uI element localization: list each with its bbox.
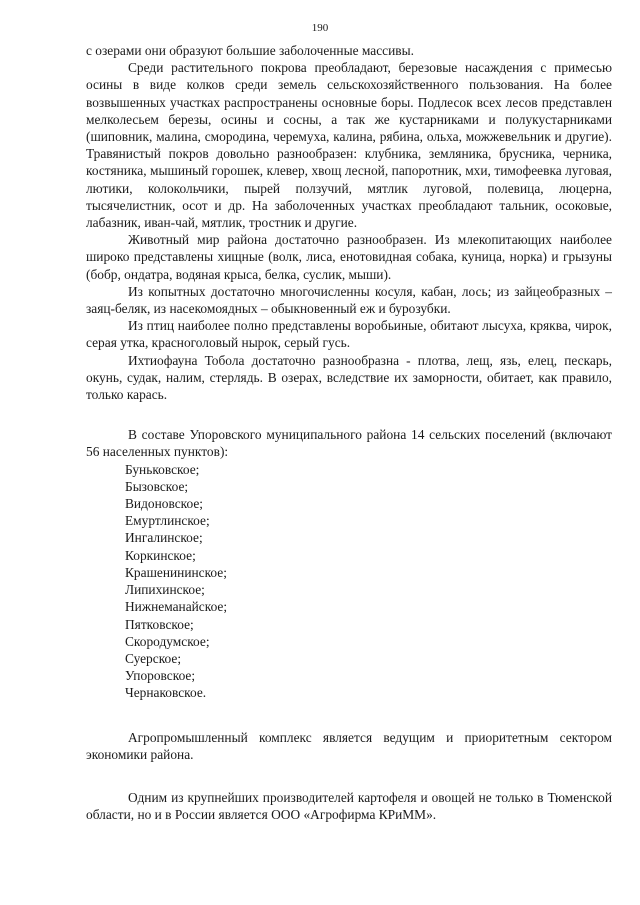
list-item: Скородумское;: [125, 633, 210, 649]
paragraph-ungulates: Из копытных достаточно многочисленны косуля, кабан, лось; из зайцеобразных – заяц-беляк, из насекомоядных – обыкновенный еж и бурозубки.: [86, 283, 612, 317]
list-item: Крашенининское;: [125, 564, 227, 580]
list-item: Чернаковское.: [125, 685, 207, 701]
settlements-list: [86, 461, 612, 702]
paragraph-vegetation: Среди растительного покрова преобладают, березовые насаждения с примесью осины в виде колков среди земель сельскохозяйственного пользования. На более возвышенных участках распространены основные боры. Подлесок всех лесов представлен мелколесьем березы, осины и сосны, а так же кустарниками и полукустарниками (шиповник, малина, смородина, черемуха, калина, рябина, ольха, можжевельник и другие). Травянистый покров довольно разнообразен: клубника, земляника, брусника, черника, костяника, мышиный горошек, клевер, хвощ лесной, папоротник, мхи, тимофеевка луговая, лютики, колокольчики, пырей ползучий, мятлик луговой, полевица, люцерна, тысячелистник, осот и др. На заболоченных участках преобладают тальник, осоковые, лабазник, иван-чай, мятлик, тростник и другие.: [86, 60, 612, 231]
paragraph-producer: Одним из крупнейших производителей картофеля и овощей не только в Тюменской области, но и в России является ООО «Агрофирма КРиММ».: [86, 789, 612, 823]
list-item: Буньковское;: [125, 461, 200, 477]
list-item: Бызовское;: [125, 478, 189, 494]
list-item: Видоновское;: [125, 496, 204, 512]
list-item: Нижнеманайское;: [125, 599, 228, 615]
paragraph-birds: Из птиц наиболее полно представлены воробьиные, обитают лысуха, кряква, чирок, серая утка, красноголовый нырок, серый гусь.: [86, 318, 612, 351]
page-number: 190: [311, 22, 329, 34]
paragraph-ichthyofauna: Ихтиофауна Тобола достаточно разнообразна - плотва, лещ, язь, елец, пескарь, окунь, судак, налим, стерлядь. В озерах, вследствие их заморности, обитает, как правило, только карась.: [86, 352, 612, 403]
list-item: Липихинское;: [125, 582, 205, 598]
settlements-intro: В составе Упоровского муниципального района 14 сельских поселений (включают 56 населенных пунктов):: [86, 427, 612, 460]
list-item: Емуртлинское;: [125, 513, 210, 529]
paragraph-fauna: Животный мир района достаточно разнообразен. Из млекопитающих наиболее широко представлены хищные (волк, лиса, енотовидная собака, куница, норка) и грызуны (бобр, ондатра, водяная крыса, белка, суслик, мыши).: [86, 232, 612, 282]
list-item: Упоровское;: [125, 668, 196, 684]
list-item: Ингалинское;: [125, 530, 203, 546]
document-body: [86, 42, 612, 823]
paragraph-agro: Агропромышленный комплекс является ведущим и приоритетным сектором экономики района.: [86, 729, 612, 762]
list-item: Пятковское;: [125, 616, 194, 632]
list-item: Коркинское;: [125, 547, 196, 563]
paragraph-swamps: с озерами они образуют большие заболоченные массивы.: [86, 43, 414, 58]
list-item: Суерское;: [125, 650, 182, 666]
